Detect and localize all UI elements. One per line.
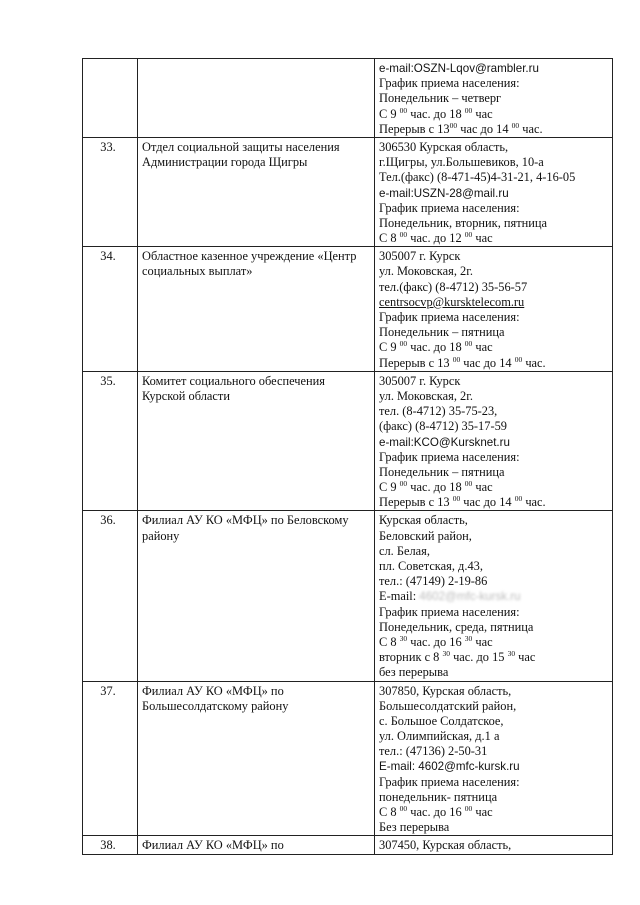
table-row (83, 836, 613, 854)
contact-line: Перерыв с 13 $^{00}$ час до 14 $^{00}$ час. (379, 494, 546, 510)
table-row (83, 247, 613, 372)
contact-details (375, 371, 613, 511)
contact-line: тел.: (47149) 2-19-86 (379, 574, 488, 589)
contact-line: График приема населения: (379, 604, 520, 619)
contact-line: 305007 г. Курск (379, 249, 461, 264)
contact-details (375, 59, 613, 138)
contact-line: ул. Моковская, 2г. (379, 264, 473, 279)
contact-line: Понедельник, вторник, пятница (379, 215, 548, 230)
row-number: 36. (83, 511, 138, 681)
contact-line: e-mail:USZN-28@mail.ru (379, 186, 509, 200)
contact-line: Понедельник – четверг (379, 91, 502, 106)
contact-line: С 8 $^{00}$ час. до 12 $^{00}$ час (379, 230, 493, 246)
contact-line: Беловский район, (379, 528, 472, 543)
contact-details (375, 511, 613, 681)
contact-line: 305007 г. Курск (379, 373, 461, 388)
contact-line: (факс) (8-4712) 35-17-59 (379, 419, 507, 434)
contact-line: без перерыва (379, 665, 449, 680)
contact-line: тел.(факс) (8-4712) 35-56-57 (379, 279, 528, 294)
contacts-table (82, 58, 613, 855)
contact-line: E-mail: 4602@mfc-kursk.ru (379, 589, 521, 604)
row-number: 38. (83, 836, 138, 854)
row-number: 33. (83, 137, 138, 246)
contact-line: с. Большое Солдатское, (379, 713, 504, 728)
contact-line: График приема населения: (379, 76, 520, 91)
organization-name (138, 59, 375, 138)
organization-name: Филиал АУ КО «МФЦ» по Беловскому району (138, 511, 375, 681)
email-link: centrsocvp@kursktelecom.ru (379, 294, 525, 309)
contact-line: График приема населения: (379, 774, 520, 789)
contact-line: вторник с 8 $^{30}$ час. до 15 $^{30}$ час (379, 649, 536, 665)
contact-line: График приема населения: (379, 310, 520, 324)
contact-line: С 9 $^{00}$ час. до 18 $^{00}$ час (379, 339, 493, 355)
table-row (83, 511, 613, 681)
table-row (83, 371, 613, 511)
contact-line: e-mail:KCO@Kursknet.ru (379, 435, 510, 449)
contact-line: 307450, Курская область, (379, 838, 512, 853)
table-row (83, 137, 613, 246)
contact-line: Понедельник – пятница (379, 464, 505, 479)
contact-line: Тел.(факс) (8-471-45)4-31-21, 4-16-05 (379, 170, 576, 185)
contact-line: тел.: (47136) 2-50-31 (379, 744, 488, 759)
contact-line: График приема населения: (379, 200, 520, 215)
contact-line: E-mail: 4602@mfc-kursk.ru (379, 760, 520, 774)
contact-line: С 9 $^{00}$ час. до 18 $^{00}$ час (379, 479, 493, 495)
contact-line: ул. Моковская, 2г. (379, 388, 473, 403)
contact-line: Перерыв с $13^{00}$ час до 14 $^{00}$ час. (379, 120, 543, 136)
contact-line: 307850, Курская область, (379, 683, 512, 698)
row-number (83, 59, 138, 138)
contact-line: Большесолдатский район, (379, 698, 517, 713)
organization-name: Отдел социальной защиты населения Администрации города Щигры (138, 137, 375, 246)
contact-line: Перерыв с 13 $^{00}$ час до 14 $^{00}$ час. (379, 354, 546, 370)
contact-line: Понедельник – пятница (379, 325, 505, 340)
organization-name: Комитет социального обеспечения Курской области (138, 371, 375, 511)
contact-line: Понедельник, среда, пятница (379, 619, 534, 634)
contact-line: С 8 $^{30}$ час. до 16 $^{30}$ час (379, 633, 493, 649)
contact-line: пл. Советская, д.43, (379, 559, 483, 573)
contact-line: 306530 Курская область, (379, 139, 509, 154)
contact-line: Курская область, (379, 513, 468, 528)
table-row (83, 59, 613, 138)
contact-details (375, 836, 613, 854)
contact-line: Без перерыва (379, 820, 450, 835)
contact-line: сл. Белая, (379, 543, 430, 558)
contact-line: e-mail:OSZN-Lqov@rambler.ru (379, 62, 539, 75)
row-number: 34. (83, 247, 138, 372)
contacts-table-body (83, 59, 613, 855)
organization-name: Областное казенное учреждение «Центр социальных выплат» (138, 247, 375, 372)
table-row (83, 681, 613, 836)
contact-line: С 8 $^{00}$ час. до 16 $^{00}$ час (379, 804, 493, 819)
email-faded: 4602@mfc-kursk.ru (419, 590, 521, 604)
contact-details (375, 681, 613, 836)
contact-line: понедельник- пятница (379, 789, 498, 804)
contact-details (375, 247, 613, 372)
contact-line: С 9 $^{00}$ час. до 18 $^{00}$ час (379, 105, 493, 121)
organization-name: Филиал АУ КО «МФЦ» по (138, 836, 375, 854)
contact-line: тел. (8-4712) 35-75-23, (379, 404, 498, 419)
row-number: 35. (83, 371, 138, 511)
contact-line: График приема населения: (379, 449, 520, 464)
contact-details (375, 137, 613, 246)
row-number: 37. (83, 681, 138, 836)
organization-name: Филиал АУ КО «МФЦ» по Большесолдатскому району (138, 681, 375, 836)
contact-line: ул. Олимпийская, д.1 а (379, 729, 500, 744)
contact-line: г.Щигры, ул.Большевиков, 10-а (379, 155, 544, 170)
